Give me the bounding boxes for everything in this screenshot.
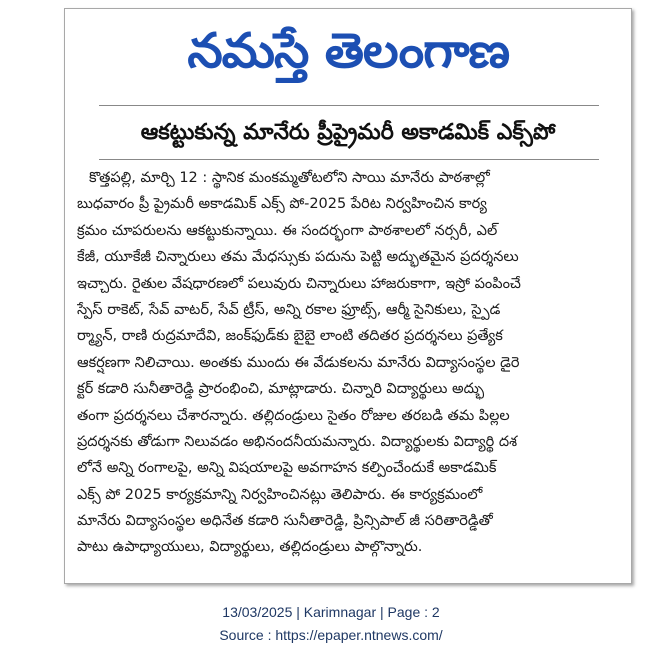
body-line: ఆకర్షణగా నిలిచాయి. అంతకు ముందు ఈ వేడుకలను మానేరు విద్యాసంస్థల డైరె <box>77 354 520 371</box>
article-body <box>77 165 621 585</box>
source-link[interactable]: Source : https://epaper.ntnews.com/ <box>219 627 443 643</box>
body-line: తంగా ప్రదర్శనలు చేశారన్నారు. తల్లిదండ్రులు సైతం రోజుల తరబడి తమ పిల్లల <box>77 407 510 424</box>
masthead <box>65 11 631 91</box>
divider <box>99 159 599 160</box>
newspaper-clipping <box>64 8 632 584</box>
body-line: కొత్తపల్లి, మార్చి 12 : స్థానిక మంకమ్మతోటలోని సాయి మానేరు పాఠశాల్లో <box>89 170 490 186</box>
masthead-logo: నమస్తే తెలంగాణ <box>187 23 509 79</box>
clipping-meta: 13/03/2025 | Karimnagar | Page : 2 <box>222 604 440 620</box>
body-line: మానేరు విద్యాసంస్థల అధినేత కడారి సునీతారెడ్డి, ప్రిన్సిపాల్ జీ సరితారెడ్డితో <box>77 513 493 530</box>
body-line: ఇచ్చారు. రైతుల వేషధారణలో పలువురు చిన్నారులు హాజరుకాగా, ఇస్రో పంపించే <box>77 275 521 292</box>
body-line: ప్రదర్శనకు తోడుగా నిలువడం అభినందనీయమన్నారు. విద్యార్థులకు విద్యార్థి దశ <box>77 433 518 450</box>
body-line: ఎక్స్ పో 2025 కార్యక్రమాన్ని నిర్వహించినట్లు తెలిపారు. ఈ కార్యక్రమంలో <box>77 486 483 503</box>
article-headline: ఆకట్టుకున్న మానేరు ప్రీప్రైమరీ అకాడమిక్ ఎక్స్‌పో <box>140 120 556 145</box>
body-line: బుధవారం ప్రీ ప్రైమరీ అకాడమిక్ ఎక్స్ పో-2025 పేరిట నిర్వహించిన కార్య <box>77 196 487 213</box>
body-line: క్రమం చూపరులను ఆకట్టుకున్నాయి. ఈ సందర్భంగా పాఠశాలలో నర్సరీ, ఎల్ <box>77 222 498 239</box>
body-line: ర్మ్యాన్, రాణి రుద్రమాదేవి, జంక్‌ఫుడ్‌కు బైబై లాంటి తదితర ప్రదర్శనలు ప్రత్యేక <box>77 328 503 345</box>
body-line: లోనే అన్ని రంగాలపై, అన్ని విషయాలపై అవగాహన కల్పించేందుకే అకాడమిక్ <box>77 460 497 477</box>
body-line: స్పేస్ రాకెట్, సేవ్ వాటర్, సేవ్ ట్రీస్, అన్ని రకాల ఫ్రూట్స్, ఆర్మీ సైనికులు, స్పైడ <box>77 301 501 318</box>
body-line: పాటు ఉపాధ్యాయులు, విద్యార్థులు, తల్లిదండ్రులు పాల్గొన్నారు. <box>77 539 423 556</box>
divider <box>99 105 599 106</box>
body-line: కేజీ, యూకేజీ చిన్నారులు తమ మేధస్సుకు పదును పెట్టి అద్భుతమైన ప్రదర్శనలు <box>77 249 519 266</box>
body-line: క్టర్ కడారి సునీతారెడ్డి ప్రారంభించి, మాట్లాడారు. చిన్నారి విద్యార్థులు అద్భు <box>77 381 485 398</box>
